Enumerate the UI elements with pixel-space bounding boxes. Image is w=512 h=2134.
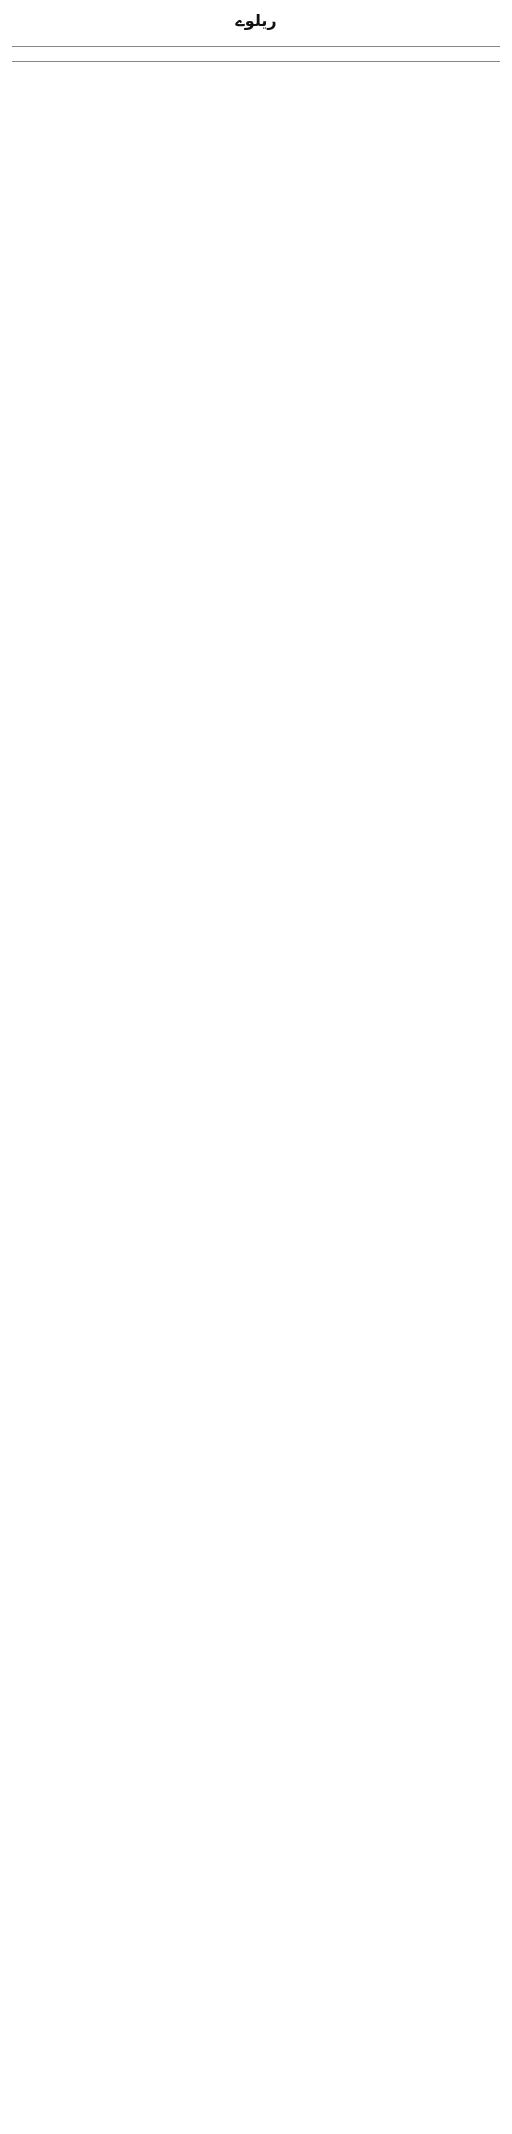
section-divider [12,46,500,47]
article-title: ریلوے [235,11,277,30]
article-body [12,46,500,62]
section-divider [12,61,500,62]
